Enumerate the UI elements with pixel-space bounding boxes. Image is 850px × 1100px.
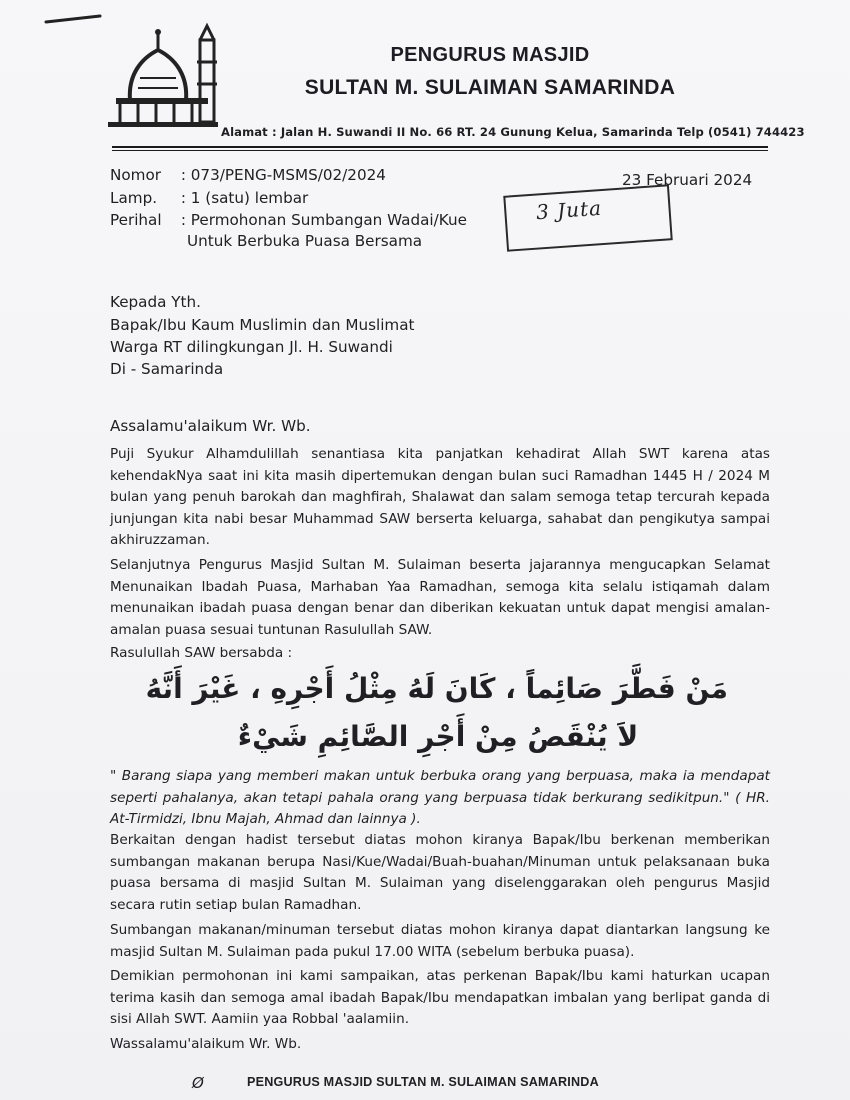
salutation: Assalamu'alaikum Wr. Wb.	[110, 417, 311, 435]
nomor-label: Nomor	[110, 166, 161, 184]
recipient-line2: Bapak/Ibu Kaum Muslimin dan Muslimat	[110, 316, 415, 334]
recipient-line1: Kepada Yth.	[110, 293, 201, 311]
hadith-arabic-line2: لاَ يُنْقَصُ مِنْ أَجْرِ الصَّائِمِ شَيْءٌ	[237, 720, 639, 753]
paragraph-closing: Demikian permohonan ini kami sampaikan, atas perkenan Bapak/Ibu kami haturkan ucapan terima kasih dan semoga amal ibadah Bapak/Ibu mendapatkan imbalan yang berlipat ganda di sisi Allah SWT. Aamiin yaa Robbal 'aalamiin.	[110, 968, 770, 1027]
pen-stroke-mark	[44, 12, 104, 28]
mosque-dome-minaret-icon	[102, 22, 242, 132]
signature-org: PENGURUS MASJID SULTAN M. SULAIMAN SAMARINDA	[247, 1075, 599, 1089]
letterhead-rule-thick	[112, 146, 768, 148]
letterhead-address: Alamat : Jalan H. Suwandi II No. 66 RT. 24 Gunung Kelua, Samarinda Telp (0541) 744423	[221, 125, 805, 139]
letterhead-rule-thin	[112, 150, 768, 151]
paragraph-request: Berkaitan dengan hadist tersebut diatas mohon kiranya Bapak/Ibu berkenan memberikan sumbangan makanan berupa Nasi/Kue/Wadai/Buah-buahan/Minuman untuk pelaksanaan buka puasa bersama di masjid Sultan M. Sulaiman yang diselenggarakan oleh pengurus Masjid secara rutin setiap bulan Ramadhan.	[110, 832, 770, 913]
nomor-row	[110, 166, 386, 184]
handwritten-stamp-text: 3 Juta	[535, 195, 603, 225]
lamp-label: Lamp.	[110, 189, 158, 207]
org-title-line2: SULTAN M. SULAIMAN SAMARINDA	[304, 76, 676, 99]
paragraph-greeting: Selanjutnya Pengurus Masjid Sultan M. Sulaiman beserta jajarannya mengucapkan Selamat Menunaikan Ibadah Puasa, Marhaban Yaa Ramadhan, semoga kita selalu istiqamah dalam menunaikan ibadah puasa dengan benar dan diberikan kekuatan untuk dapat mengisi amalan-amalan puasa sesuai tuntunan Rasulullah SAW.	[110, 557, 770, 638]
perihal-value-line2: Untuk Berbuka Puasa Bersama	[187, 232, 423, 250]
paragraph-delivery: Sumbangan makanan/minuman tersebut diatas mohon kiranya dapat diantarkan langsung ke masjid Sultan M. Sulaiman pada pukul 17.00 WITA (sebelum berbuka puasa).	[110, 922, 770, 960]
recipient-line3: Warga RT dilingkungan Jl. H. Suwandi	[110, 338, 393, 356]
handwritten-mark: Ø	[192, 1074, 204, 1092]
org-title-line1: PENGURUS MASJID	[390, 44, 590, 66]
hadith-translation: " Barang siapa yang memberi makan untuk berbuka orang yang berpuasa, maka ia mendapat seperti pahalanya, akan tetapi pahala orang yang berpuasa tidak berkurang sedikitpun." ( HR. At-Tirmidzi, Ibnu Majah, Ahmad dan lainnya ).	[110, 768, 770, 827]
perihal-row	[110, 211, 467, 229]
lamp-value: : 1 (satu) lembar	[180, 189, 309, 207]
hadith-arabic-line1: مَنْ فَطَّرَ صَائِماً ، كَانَ لَهُ مِثْلُ أَجْرِهِ ، غَيْرَ أَنَّهُ	[145, 672, 728, 705]
closing-salutation: Wassalamu'alaikum Wr. Wb.	[110, 1036, 302, 1052]
nomor-value: : 073/PENG-MSMS/02/2024	[180, 166, 386, 184]
paragraph-opening: Puji Syukur Alhamdulillah senantiasa kita panjatkan kehadirat Allah SWT karena atas kehendakNya saat ini kita masih dipertemukan dengan bulan suci Ramadhan 1445 H / 2024 M bulan yang penuh barokah dan maghfirah, Shalawat dan salam semoga tetap tercurah kepada junjungan kita nabi besar Muhammad SAW berserta keluarga, sahabat dan pengikutya sampai akhiruzzaman.	[110, 446, 770, 548]
lamp-row	[110, 189, 308, 207]
perihal-label: Perihal	[110, 211, 162, 229]
recipient-line4: Di - Samarinda	[110, 360, 224, 378]
letter-date: 23 Februari 2024	[622, 171, 753, 189]
hadith-intro: Rasulullah SAW bersabda :	[110, 645, 293, 661]
perihal-value-line1: : Permohonan Sumbangan Wadai/Kue	[180, 211, 467, 229]
